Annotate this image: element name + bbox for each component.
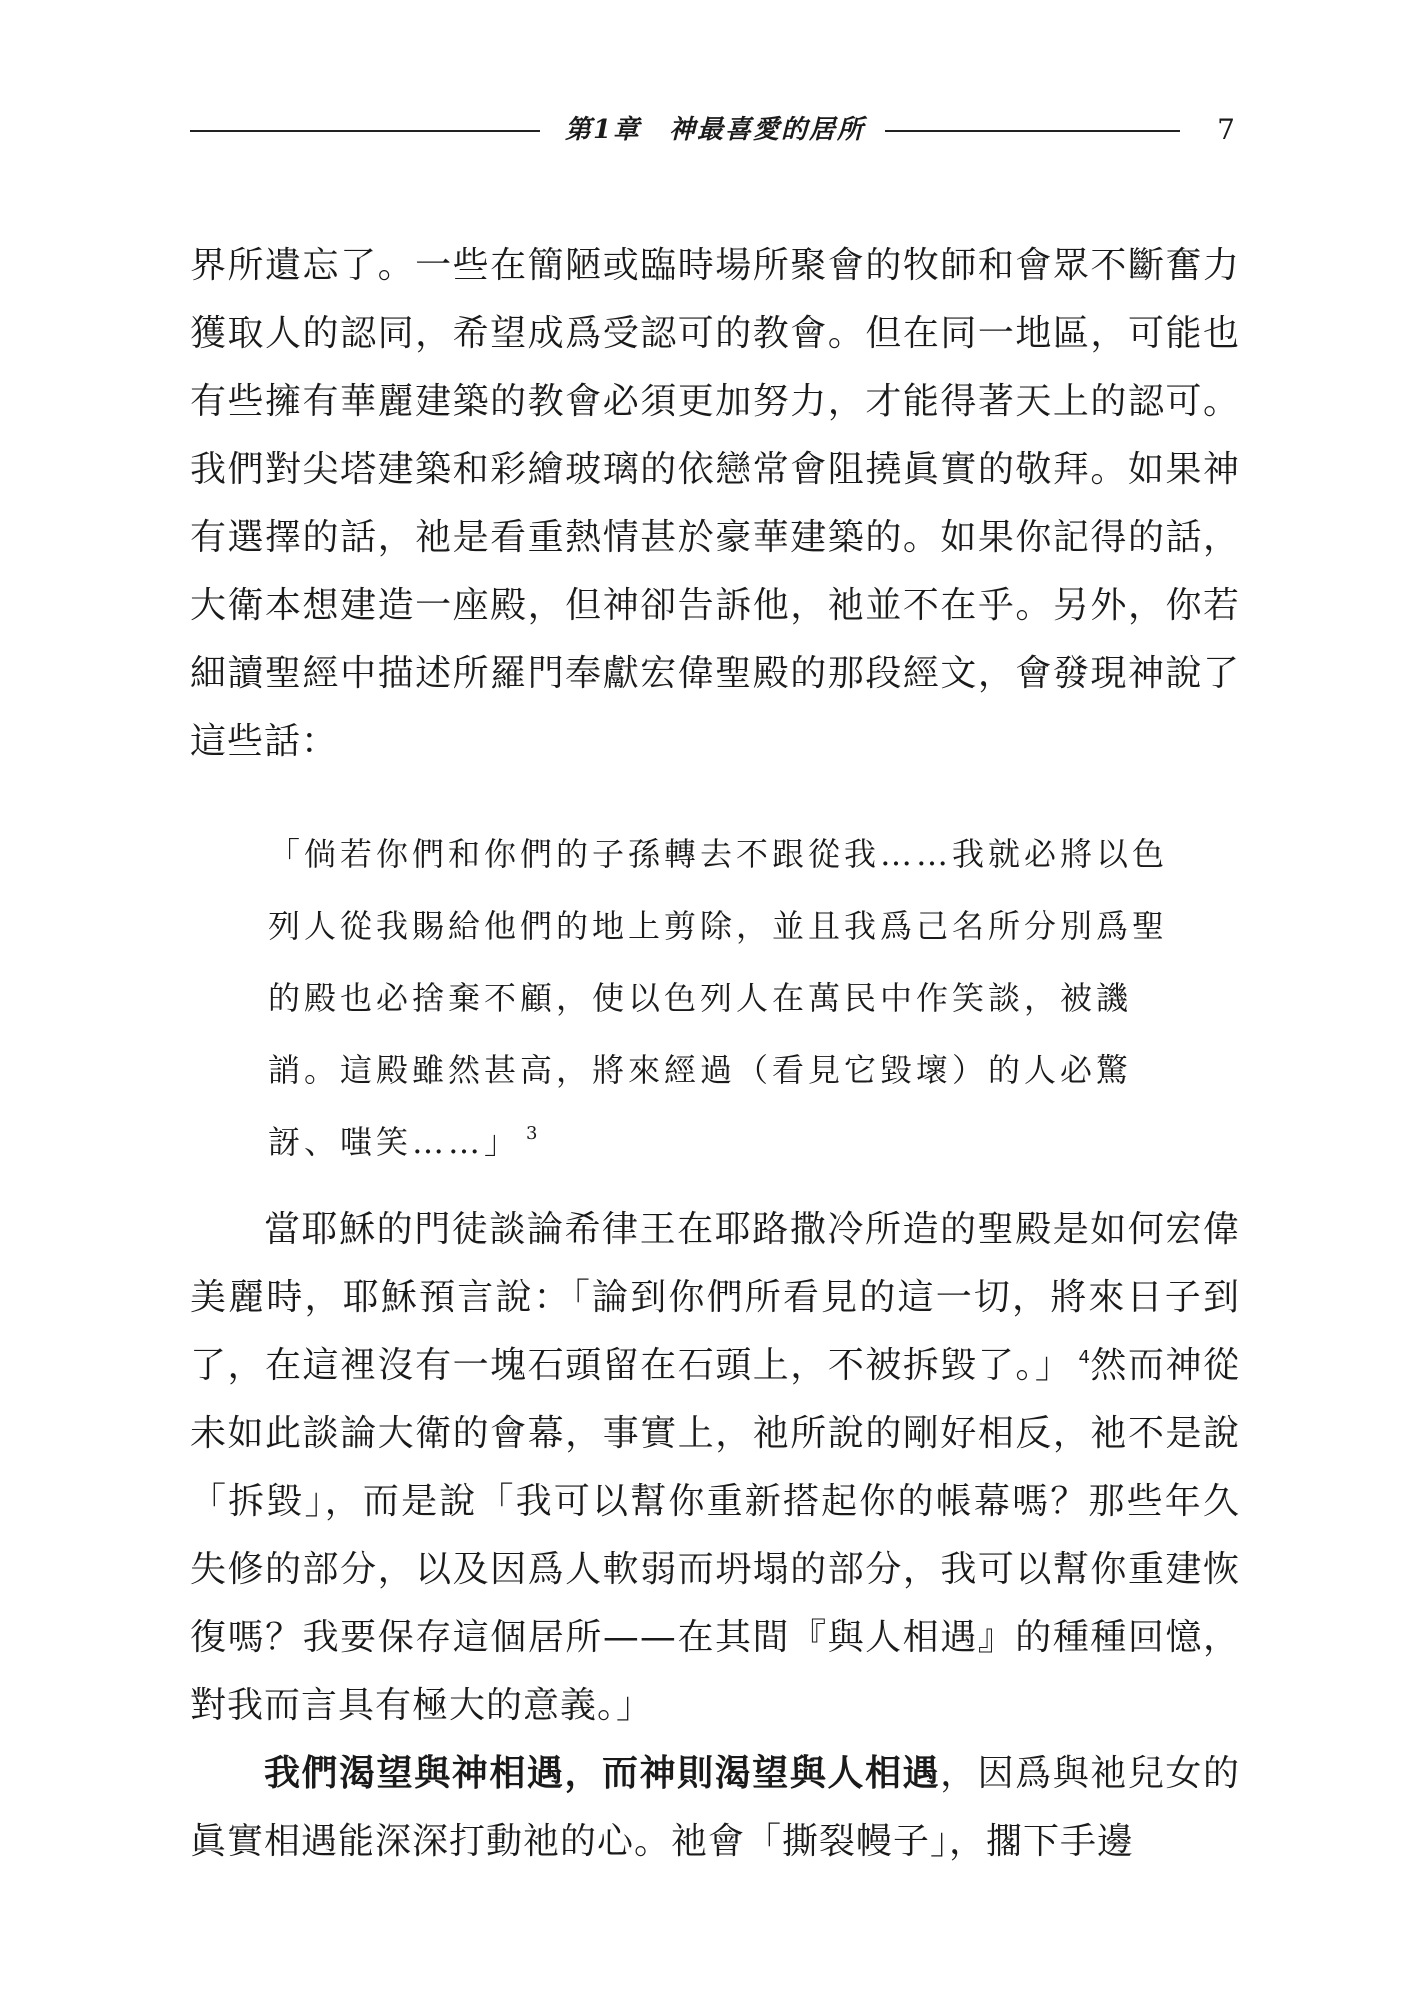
chapter-title: 第1章 神最喜愛的居所 (564, 115, 866, 145)
footnote-marker: 3 (526, 1123, 538, 1144)
body-paragraph-2 (190, 1196, 1240, 1740)
paragraph-text: 界所遺忘了。一些在簡陋或臨時場所聚會的牧師和會眾不斷奮力獲取人的認同，希望成爲受認可的教會。但在同一地區，可能也有些擁有華麗建築的教會必須更加努力，才能得著天上的認可。我們對尖塔建築和彩繪玻璃的依戀常會阻撓眞實的敬拜。如果神有選擇的話，祂是看重熱情甚於豪華建築的。如果你記得的話，大衛本想建造一座殿，但神卻告訴他，祂並不在乎。另外，你若細讀聖經中描述所羅門奉獻宏偉聖殿的那段經文，會發現神說了這些話： (190, 245, 1240, 762)
body-section-2 (190, 1196, 1240, 1876)
page-number: 7 (1217, 113, 1235, 146)
paragraph-text: ，因爲與祂兒女的眞實相遇能深深打動祂的心。祂會「撕裂幔子」，擱下手邊 (190, 1753, 1240, 1862)
header-rule-left (190, 130, 540, 132)
paragraph-text: 當耶穌的門徒談論希律王在耶路撒冷所造的聖殿是如何宏偉美麗時，耶穌預言說：「論到你們所看見的這一切，將來日子到了，在這裡沒有一塊石頭留在石頭上，不被拆毀了。」 (190, 1209, 1240, 1386)
running-header (190, 110, 1235, 150)
paragraph-continuation: 然而神從未如此談論大衛的會幕，事實上，祂所說的剛好相反，祂不是說「拆毀」，而是說「我可以幫你重新搭起你的帳幕嗎？那些年久失修的部分，以及因爲人軟弱而坍塌的部分，我可以幫你重建恢復嗎？我要保存這個居所——在其間『與人相遇』的種種回憶，對我而言具有極大的意義。」 (190, 1345, 1240, 1726)
quote-text: 「倘若你們和你們的子孫轉去不跟從我……我就必將以色列人從我賜給他們的地上剪除，並且我爲己名所分別爲聖的殿也必捨棄不顧，使以色列人在萬民中作笑談，被譏誚。這殿雖然甚高，將來經過（看見它毀壞）的人必驚訝、嗤笑……」 (268, 835, 1169, 1161)
header-rule-right (885, 130, 1180, 132)
body-paragraph-3 (190, 1740, 1240, 1876)
footnote-marker: 4 (1078, 1347, 1090, 1368)
emphasis-text: 我們渴望與神相遇，而神則渴望與人相遇 (264, 1753, 941, 1794)
scripture-quote (268, 818, 1168, 1178)
body-paragraph-1 (190, 232, 1240, 776)
